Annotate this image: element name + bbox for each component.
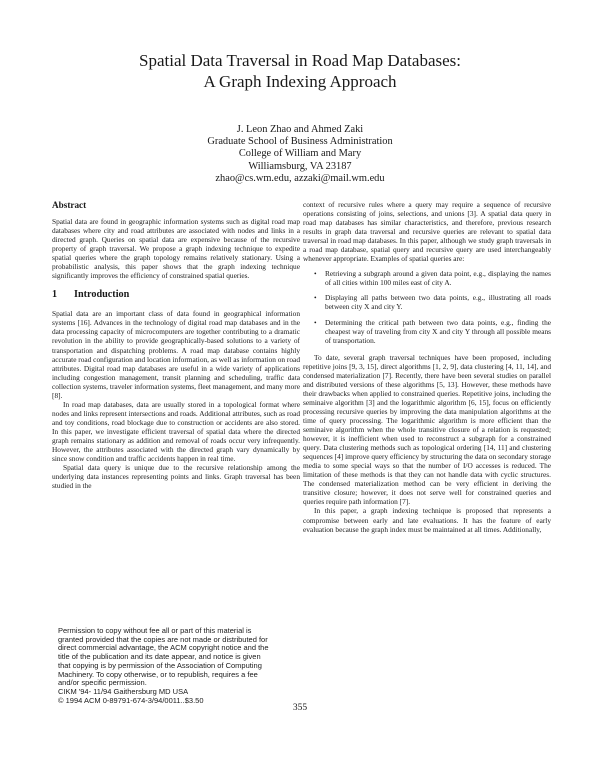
permission-line: direct commercial advantage, the ACM copyright notice and the bbox=[58, 643, 269, 653]
paper-title-line-2: A Graph Indexing Approach bbox=[203, 72, 397, 91]
right-paragraph-2: To date, several graph traversal techniques have been proposed, including repetitive joins [9, 3, 15], direct algorithms [1, 2, 9], data clustering [4, 11, 14], and condensed materialization [7]. Recently, there have been several studies on parallel and distributed versions of these algorithms [5, 13]. However, these methods have their drawbacks when applied to constrained queries. Repetitive joins, including the seminaive algorithm [3] and the logarithmic algorithm [6, 15], focus on efficiently processing recursive queries by improving the data manipulation algorithms at the time of query processing. The logarithmic algorithm is more efficient than the seminaive algorithm when the whole transitive closure of a relation is requested; however, it is inefficient when used to reconstruct a subgraph for a constrained query. Data clustering methods such as topological ordering [14, 11] and clustering sequences [4] improve query efficiency by structuring the data on secondary storage media to some special ways so that the number of I/O accesses is reduced. The limitation of these methods is that they can not handle data with cyclic structures. The condensed materialization method can be very efficient in deriving the transitive closure; however, it does not serve well for constrained queries and queries require path information [7]. bbox=[303, 352, 551, 507]
list-item: • Retrieving a subgraph around a given data point, e.g., displaying the names of all cities within 100 miles east of city A. bbox=[325, 269, 551, 287]
author-emails: zhao@cs.wm.edu, azzaki@mail.wm.edu bbox=[215, 172, 385, 184]
author-block bbox=[0, 124, 600, 185]
affiliation-college: College of William and Mary bbox=[238, 148, 362, 160]
permission-line: Machinery. To copy otherwise, or to republish, requires a fee bbox=[58, 669, 258, 679]
permission-line: title of the publication and its date appear, and notice is given bbox=[58, 652, 261, 662]
section-number: 1 bbox=[52, 289, 58, 301]
intro-paragraph-2: In road map databases, data are usually stored in a topological format where nodes and links represent intersections and roads. Additional attributes, such as road and toy conditions, road blockage due to construction or accidents are also stored. In this paper, we investigate efficient traversal of spatial data where the directed graph remains stationary as addition and removal of roads occur very infrequently. However, the attributes associated with the directed graph vary dynamically by since snow condition and traffic accidents happen in real time. bbox=[52, 399, 300, 464]
right-paragraph-1: context of recursive rules where a query may require a sequence of recursive operations consisting of joins, selections, and unions [3]. A spatial data query in road map databases has similar characteristics, and therefore, previous research results in graph data traversal and recursive queries are relevant to spatial data traversal in road map databases. In this paper, although we study graph traversals in a road map database, spatial query and recursive query are used interchangeably whenever appropriate. Examples of spatial queries are: bbox=[303, 200, 551, 264]
intro-paragraph-3: Spatial data query is unique due to the recursive relationship among the underlying data instances representing points and links. Graph traversal has been studied in the bbox=[52, 463, 300, 491]
permission-line: Permission to copy without fee all or part of this material is bbox=[58, 626, 252, 635]
abstract-heading: Abstract bbox=[52, 200, 87, 210]
author-names: J. Leon Zhao and Ahmed Zaki bbox=[236, 124, 364, 135]
section-heading-introduction bbox=[52, 289, 300, 301]
intro-paragraph-1: Spatial data are an important class of data found in geographical information systems [16]. Advances in the technology of digital road map databases and in the data processing capacity of microcomputers are together contributing to a dramatic revolution in the ability to provide geographically-based solutions to a variety of transportation and dispatching problems. A road map database contains highly accurate road configuration and location information, as well as information on road attributes. Digital road map databases are useful in a wide variety of applications including congestion management, transit planning and scheduling, traffic data collection systems, traveler information systems, fleet management, and many more [8]. bbox=[52, 309, 300, 400]
abstract-text: Spatial data are found in geographic information systems such as digital road map databases where city and road attributes are associated with nodes and links in a directed graph. Queries on spatial data are expensive because of the recursive property of graph traversal. We propose a graph indexing technique to expedite spatial queries where the graph topology remains relatively stationary. Using a probabilistic analysis, this paper shows that the graph indexing technique significantly improves the efficiency of constrained spatial queries. bbox=[52, 217, 300, 281]
copyright-permission-notice bbox=[58, 627, 302, 705]
list-item: • Determining the critical path between two data points, e.g., finding the cheapest way of traveling from city X and city Y through all possible means of transportation. bbox=[325, 318, 551, 345]
conference-line: CIKM '94- 11/94 Gaithersburg MD USA bbox=[58, 686, 189, 696]
left-column bbox=[52, 200, 300, 490]
permission-line: granted provided that the copies are not made or distributed for bbox=[58, 634, 268, 644]
paper-title-line-1: Spatial Data Traversal in Road Map Databases: bbox=[139, 51, 461, 70]
list-item: • Displaying all paths between two data points, e.g., illustrating all roads between city X and city Y. bbox=[325, 293, 551, 311]
right-paragraph-3: In this paper, a graph indexing technique is proposed that represents a compromise between early and late evaluations. It has the feature of early evaluation because the graph index must be maintained at all times. Additionally, bbox=[303, 506, 551, 534]
page-number: 355 bbox=[292, 703, 308, 713]
section-title: Introduction bbox=[74, 289, 130, 301]
permission-line: that copying is by permission of the Association of Computing bbox=[58, 660, 262, 670]
query-examples-list bbox=[303, 269, 551, 344]
affiliation-location: Williamsburg, VA 23187 bbox=[248, 160, 352, 172]
right-column bbox=[303, 200, 551, 534]
copyright-line: © 1994 ACM 0-89791-674-3/94/0011..$3.50 bbox=[58, 695, 204, 705]
affiliation-school: Graduate School of Business Administration bbox=[207, 136, 393, 148]
permission-line: and/or specific permission. bbox=[58, 678, 147, 688]
